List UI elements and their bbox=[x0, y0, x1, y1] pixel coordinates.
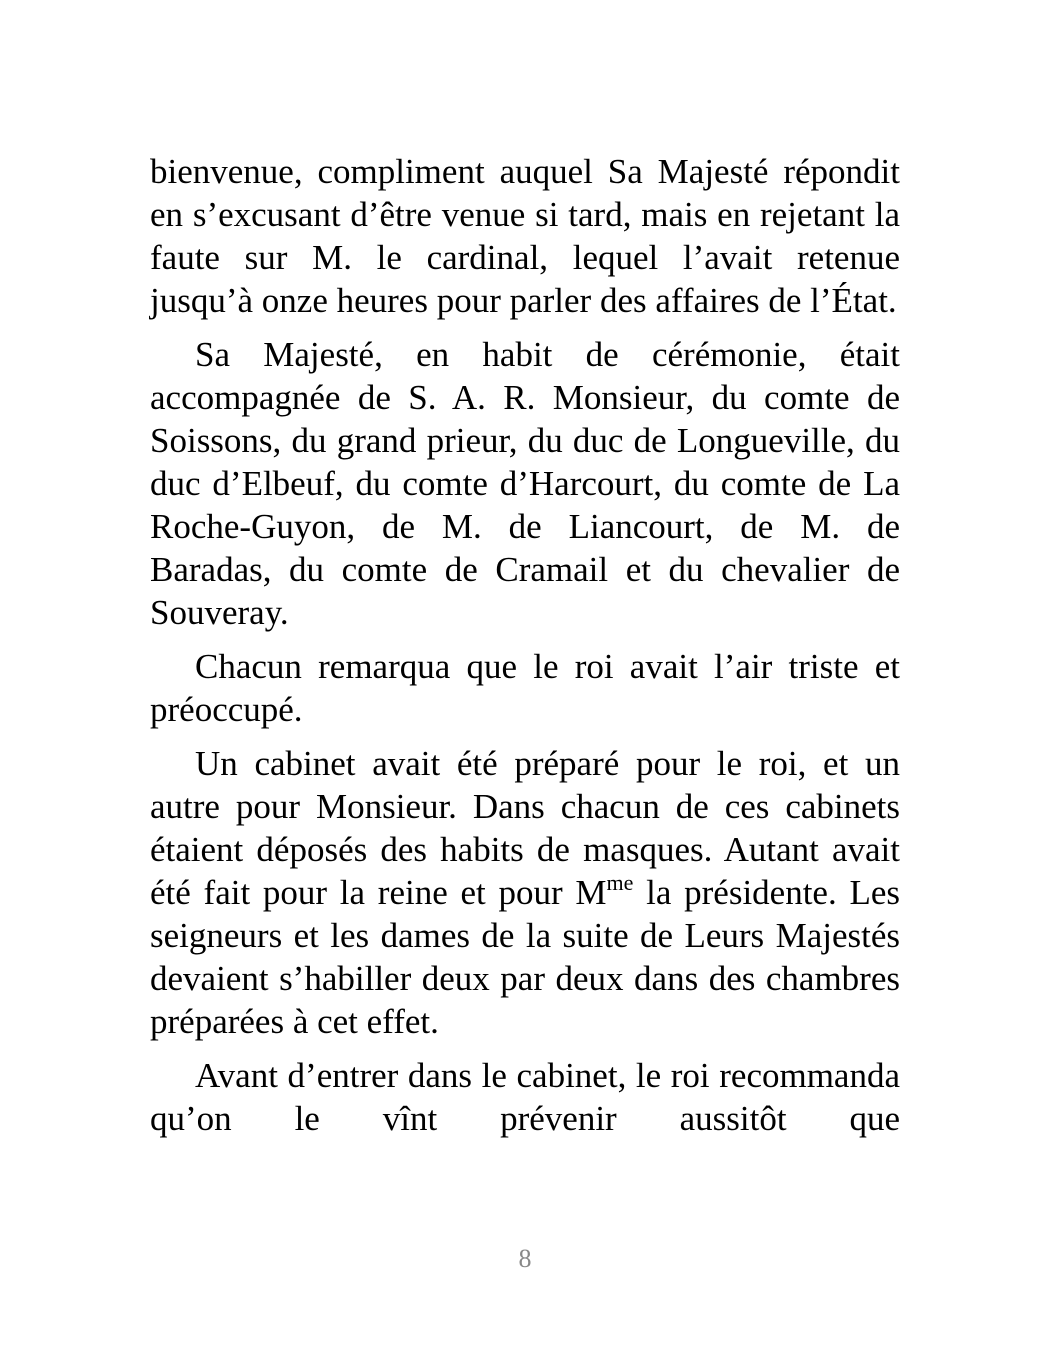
paragraph-1: bienvenue, compliment auquel Sa Majesté répondit en s’excusant d’être venue si tard, mais en rejetant la faute sur M. le cardinal, lequel l’avait retenue jusqu’à onze heures pour parler des affaires de l’État. bbox=[150, 152, 900, 320]
paragraph-4 bbox=[150, 742, 900, 1043]
page-number: 8 bbox=[518, 1244, 532, 1273]
superscript-abbreviation: me bbox=[606, 870, 634, 895]
body-text bbox=[150, 150, 900, 1151]
paragraph-2: Sa Majesté, en habit de cérémonie, était accompagnée de S. A. R. Monsieur, du comte de Soissons, du grand prieur, du duc de Longueville, du duc d’Elbeuf, du comte d’Harcourt, du comte de La Roche-Guyon, de M. de Liancourt, de M. de Baradas, du comte de Cramail et du chevalier de Souveray. bbox=[150, 335, 900, 632]
paragraph-3: Chacun remarqua que le roi avait l’air triste et préoccupé. bbox=[150, 647, 900, 729]
paragraph-5: Avant d’entrer dans le cabinet, le roi recommanda qu’on le vînt prévenir aussitôt que bbox=[150, 1056, 900, 1138]
paragraph-4-text-after: la présidente. Les seigneurs et les dames de la suite de Leurs Majestés devaient s’habiller deux par deux dans des chambres préparées à cet effet. bbox=[150, 873, 900, 1041]
paragraph-4-text-before: Un cabinet avait été préparé pour le roi, et un autre pour Monsieur. Dans chacun de ces cabinets étaient déposés des habits de masques. Autant avait été fait pour la reine et pour M bbox=[150, 744, 900, 912]
